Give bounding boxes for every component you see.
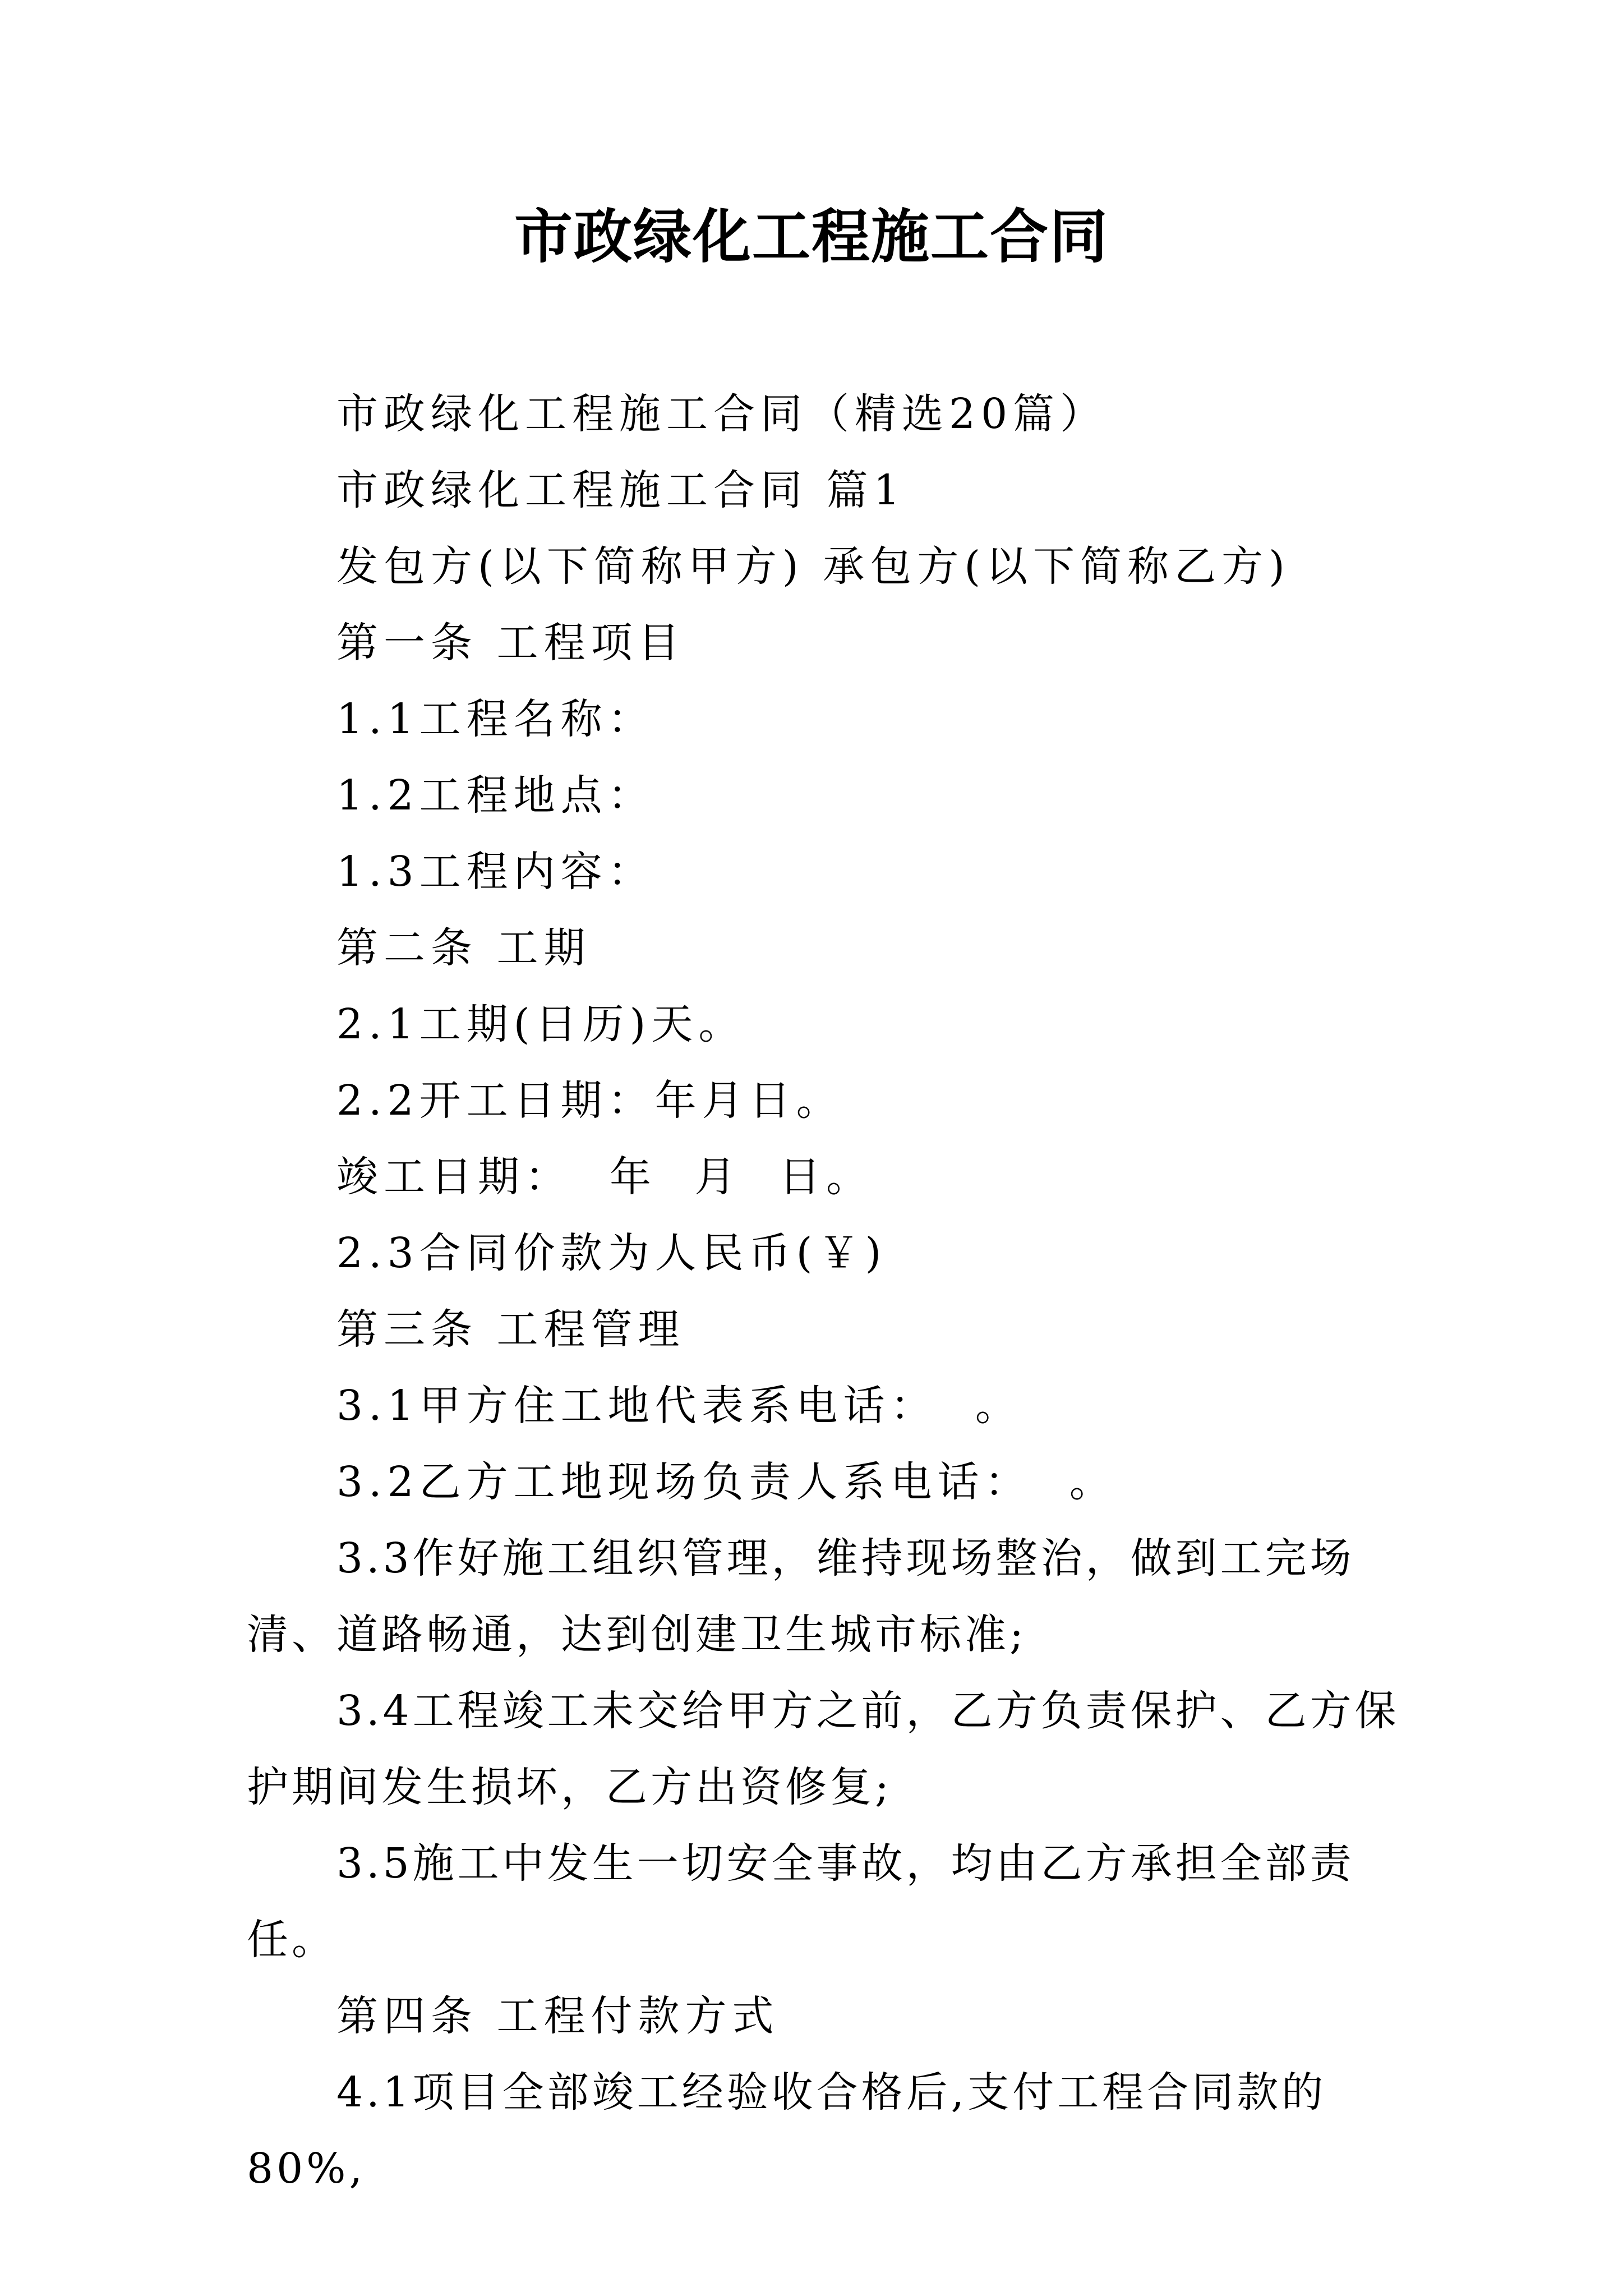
clause: 1.3工程内容： [336, 848, 655, 896]
paragraph-section-heading: 市政绿化工程施工合同 篇1 [336, 466, 906, 514]
clause: 竣工日期： 年 月 日。 [336, 1153, 874, 1201]
clause: 3.3作好施工组织管理，维持现场整治，做到工完场清、道路畅通，达到创建卫生城市标准; [247, 1534, 1355, 1659]
clause: 3.1甲方住工地代表系电话： 。 [336, 1382, 1022, 1430]
article-heading: 第四条 工程付款方式 [336, 1992, 780, 2040]
clause: 2.2开工日期：年月日。 [336, 1076, 843, 1125]
clause: 1.1工程名称： [336, 695, 655, 743]
clause: 3.4工程竣工未交给甲方之前，乙方负责保护、乙方保护期间发生损坏，乙方出资修复; [247, 1687, 1400, 1811]
document-title: 市政绿化工程施工合同 [514, 202, 1109, 271]
paragraph-parties: 发包方(以下简称甲方) 承包方(以下简称乙方) [336, 542, 1291, 591]
article-heading: 第三条 工程管理 [336, 1305, 685, 1354]
document-body [247, 376, 1402, 2207]
clause: 1.2工程地点： [336, 771, 655, 820]
article-heading: 第二条 工期 [336, 924, 591, 972]
paragraph-subtitle: 市政绿化工程施工合同（精选20篇） [336, 390, 1108, 438]
clause: 4.1项目全部竣工经验收合格后,支付工程合同款的80%, [247, 2068, 1327, 2193]
article-heading: 第一条 工程项目 [336, 619, 685, 667]
clause: 2.1工期(日历)天。 [336, 1000, 746, 1048]
clause: 2.3合同价款为人民币(￥) [336, 1229, 887, 1277]
clause: 3.2乙方工地现场负责人系电话： 。 [336, 1458, 1117, 1506]
clause: 3.5施工中发生一切安全事故，均由乙方承担全部责任。 [247, 1839, 1355, 1964]
